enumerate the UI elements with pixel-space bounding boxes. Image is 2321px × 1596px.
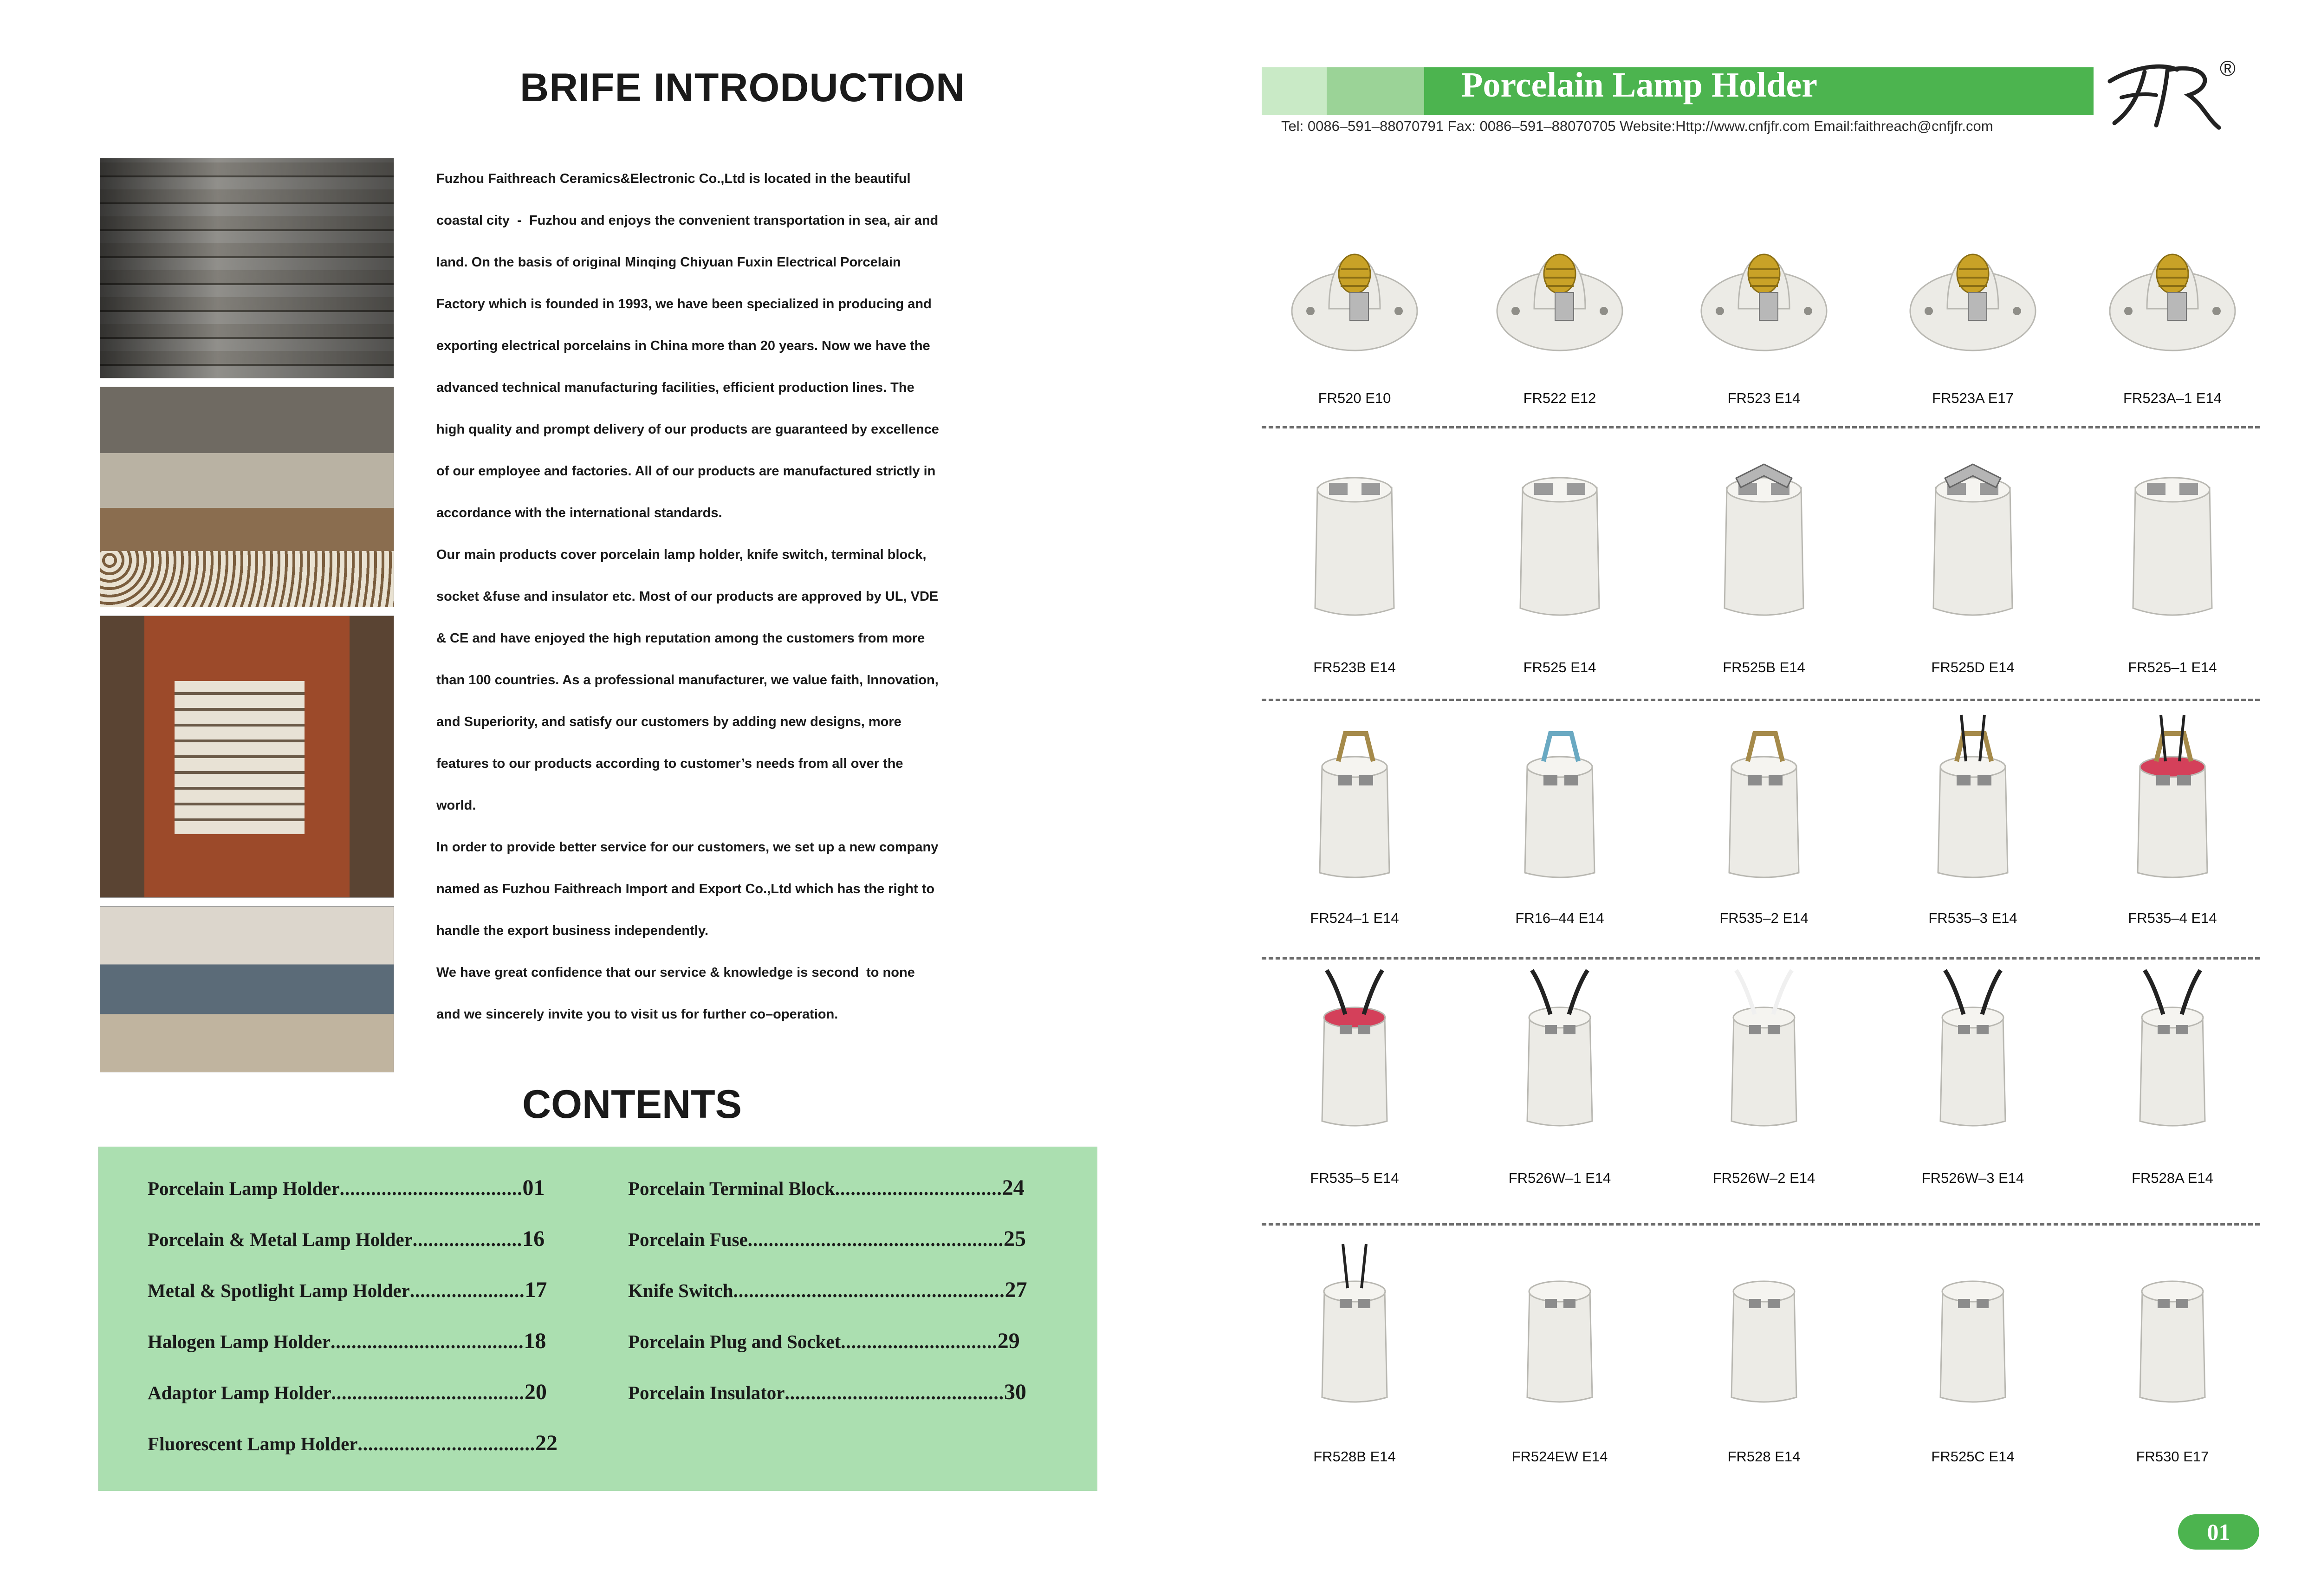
product-model-label: FR535–2 E14 [1719, 910, 1809, 926]
product-item [1467, 469, 1653, 675]
contents-label: Porcelain & Metal Lamp Holder [148, 1229, 413, 1250]
lamp-holder-icon [1694, 469, 1834, 622]
product-item [2080, 970, 2265, 1186]
product-model-label: FR522 E12 [1523, 390, 1596, 406]
contents-leader: .................................. [357, 1433, 535, 1454]
contents-label: Porcelain Plug and Socket [628, 1331, 841, 1352]
kiln-photo [100, 616, 394, 898]
lamp-holder-icon [1903, 724, 2042, 877]
intro-line: features to our products according to customer’s needs from all over the [436, 756, 903, 771]
intro-line: In order to provide better service for our customers, we set up a new company [436, 840, 939, 855]
product-item [1880, 724, 2066, 926]
product-model-label: FR528A E14 [2132, 1170, 2213, 1186]
contents-leader: ................................... [339, 1178, 523, 1199]
lamp-holder-icon [1490, 469, 1629, 622]
product-item [1671, 469, 1857, 675]
intro-title: BRIFE INTRODUCTION [520, 65, 966, 110]
lamp-holder-icon [1903, 469, 2042, 622]
header-accent-light [1262, 67, 1327, 115]
contents-label: Porcelain Insulator [628, 1382, 785, 1403]
intro-text [436, 158, 1040, 1035]
product-item [1671, 724, 1857, 926]
product-item [1467, 1249, 1653, 1465]
product-item [1671, 223, 1857, 418]
product-item [2080, 223, 2265, 418]
product-model-label: FR535–5 E14 [1310, 1170, 1399, 1186]
product-model-label: FR523 E14 [1727, 390, 1801, 406]
product-item [1262, 724, 1447, 926]
lamp-holder-icon [1694, 1249, 1834, 1402]
production-line-photo [100, 387, 394, 607]
contents-page-number: 16 [522, 1226, 545, 1251]
product-model-label: FR525B E14 [1723, 659, 1805, 675]
intro-line: exporting electrical porcelains in China more than 20 years. Now we have the [436, 338, 930, 353]
contents-page-number: 17 [525, 1278, 547, 1302]
row-divider [1262, 699, 2260, 701]
contents-leader: .......................................... [784, 1382, 1004, 1403]
contents-label: Fluorescent Lamp Holder [148, 1433, 358, 1454]
contents-entry[interactable] [628, 1328, 1020, 1354]
contents-leader: .............................. [841, 1331, 998, 1352]
intro-line: world. [436, 798, 476, 813]
product-item [1880, 1249, 2066, 1465]
product-model-label: FR526W–1 E14 [1508, 1170, 1611, 1186]
contents-page-number: 30 [1004, 1380, 1026, 1404]
product-item [1262, 970, 1447, 1186]
row-divider [1262, 1223, 2260, 1226]
lamp-holder-icon [2103, 469, 2242, 622]
contents-entry[interactable] [148, 1277, 547, 1303]
intro-line: coastal city - Fuzhou and enjoys the convenient transportation in sea, air and [436, 213, 939, 228]
lamp-holder-icon [1285, 724, 1424, 877]
product-model-label: FR16–44 E14 [1515, 910, 1604, 926]
contact-line: Tel: 0086–591–88070791 Fax: 0086–591–88070705 Website:Http://www.cnfjfr.com Email:faithreach@cnfjfr.com [1281, 118, 1993, 134]
lamp-holder-icon [1490, 724, 1629, 877]
lamp-holder-icon [1694, 970, 1834, 1123]
intro-line: advanced technical manufacturing facilities, efficient production lines. The [436, 380, 914, 395]
intro-line: handle the export business independently. [436, 923, 709, 938]
contents-box [98, 1147, 1097, 1491]
lamp-holder-icon [1490, 1249, 1629, 1402]
product-model-label: FR528B E14 [1313, 1448, 1396, 1465]
product-item [1262, 223, 1447, 418]
contents-leader: ..................................... [331, 1382, 525, 1403]
contents-entry[interactable] [628, 1175, 1024, 1200]
section-title: Porcelain Lamp Holder [1461, 65, 1817, 104]
contents-page-number: 18 [524, 1329, 546, 1353]
product-model-label: FR520 E10 [1318, 390, 1391, 406]
product-item [1467, 223, 1653, 418]
lamp-holder-icon [1285, 1249, 1424, 1402]
contents-leader: ...................... [409, 1280, 525, 1301]
intro-line: Our main products cover porcelain lamp holder, knife switch, terminal block, [436, 547, 927, 562]
contents-label: Porcelain Terminal Block [628, 1178, 835, 1199]
product-item [2080, 1249, 2265, 1465]
contents-page-number: 24 [1002, 1175, 1024, 1200]
intro-line: Factory which is founded in 1993, we have been specialized in producing and [436, 297, 932, 311]
intro-line: & CE and have enjoyed the high reputation among the customers from more [436, 631, 925, 646]
contents-entry[interactable] [148, 1430, 558, 1456]
lamp-holder-icon [2103, 223, 2242, 376]
intro-line: than 100 countries. As a professional manufacturer, we value faith, Innovation, [436, 673, 939, 688]
contents-page-number: 01 [522, 1175, 545, 1200]
product-model-label: FR525D E14 [1931, 659, 2015, 675]
intro-line: and Superiority, and satisfy our customers by adding new designs, more [436, 714, 901, 729]
contents-label: Porcelain Fuse [628, 1229, 748, 1250]
lamp-holder-icon [2103, 724, 2242, 877]
contents-entry[interactable] [148, 1226, 545, 1252]
intro-line: and we sincerely invite you to visit us for further co–operation. [436, 1007, 838, 1022]
lamp-holder-icon [1903, 1249, 2042, 1402]
product-model-label: FR526W–2 E14 [1712, 1170, 1815, 1186]
product-item [1262, 469, 1447, 675]
contents-page-number: 27 [1005, 1278, 1027, 1302]
product-item [2080, 724, 2265, 926]
product-model-label: FR523A E17 [1932, 390, 2014, 406]
lamp-holder-icon [2103, 970, 2242, 1123]
contents-page-number: 25 [1003, 1226, 1026, 1251]
lamp-holder-icon [2103, 1249, 2242, 1402]
product-model-label: FR525C E14 [1931, 1448, 2015, 1465]
lamp-holder-icon [1490, 970, 1629, 1123]
product-item [1467, 970, 1653, 1186]
fr-logo-icon [2101, 53, 2226, 132]
registered-mark: ® [2220, 56, 2236, 80]
intro-line: named as Fuzhou Faithreach Import and Export Co.,Ltd which has the right to [436, 882, 935, 896]
product-model-label: FR528 E14 [1727, 1448, 1801, 1465]
product-model-label: FR525 E14 [1523, 659, 1596, 675]
product-model-label: FR526W–3 E14 [1921, 1170, 2024, 1186]
header-accent-mid [1327, 67, 1424, 115]
contents-leader: ..................... [412, 1229, 523, 1250]
contents-leader: ................................ [835, 1178, 1002, 1199]
lamp-holder-icon [1285, 223, 1424, 376]
product-item [2080, 469, 2265, 675]
product-item [1262, 1249, 1447, 1465]
row-divider [1262, 426, 2260, 428]
contents-label: Knife Switch [628, 1280, 733, 1301]
product-model-label: FR524EW E14 [1511, 1448, 1608, 1465]
lamp-holder-icon [1285, 469, 1424, 622]
product-model-label: FR524–1 E14 [1310, 910, 1399, 926]
contents-entry[interactable] [628, 1226, 1026, 1252]
contents-label: Porcelain Lamp Holder [148, 1178, 340, 1199]
contents-page-number: 22 [535, 1431, 558, 1455]
product-item [1467, 724, 1653, 926]
intro-line: accordance with the international standards. [436, 506, 722, 520]
product-item [1671, 970, 1857, 1186]
product-item [1880, 223, 2066, 418]
product-model-label: FR523B E14 [1313, 659, 1396, 675]
product-item [1671, 1249, 1857, 1465]
intro-line: land. On the basis of original Minqing Chiyuan Fuxin Electrical Porcelain [436, 255, 901, 270]
contents-leader: ................................................. [747, 1229, 1004, 1250]
warehouse-photo [100, 158, 394, 378]
product-model-label: FR535–3 E14 [1928, 910, 2017, 926]
contents-leader: .................................................... [733, 1280, 1005, 1301]
intro-line: Fuzhou Faithreach Ceramics&Electronic Co.,Ltd is located in the beautiful [436, 171, 911, 186]
product-model-label: FR535–4 E14 [2128, 910, 2217, 926]
contents-entry[interactable] [628, 1379, 1026, 1405]
intro-line: high quality and prompt delivery of our products are guaranteed by excellence [436, 422, 939, 437]
product-item [1880, 970, 2066, 1186]
contents-page-number: 29 [997, 1329, 1020, 1353]
contents-entry[interactable] [628, 1277, 1027, 1303]
row-divider [1262, 957, 2260, 960]
lamp-holder-icon [1694, 724, 1834, 877]
lamp-holder-icon [1903, 223, 2042, 376]
contents-entry[interactable] [148, 1328, 546, 1354]
contents-entry[interactable] [148, 1379, 547, 1405]
contents-entry[interactable] [148, 1175, 545, 1200]
workshop-photo [100, 906, 394, 1072]
contents-page-number: 20 [524, 1380, 547, 1404]
contents-label: Halogen Lamp Holder [148, 1331, 331, 1352]
contents-label: Metal & Spotlight Lamp Holder [148, 1280, 410, 1301]
lamp-holder-icon [1490, 223, 1629, 376]
page-number: 01 [2178, 1514, 2259, 1550]
intro-line: socket &fuse and insulator etc. Most of our products are approved by UL, VDE [436, 589, 939, 604]
contents-title: CONTENTS [522, 1082, 742, 1127]
product-model-label: FR525–1 E14 [2128, 659, 2217, 675]
product-model-label: FR523A–1 E14 [2123, 390, 2222, 406]
lamp-holder-icon [1903, 970, 2042, 1123]
contents-label: Adaptor Lamp Holder [148, 1382, 331, 1403]
contents-leader: ..................................... [331, 1331, 524, 1352]
product-item [1880, 469, 2066, 675]
product-model-label: FR530 E17 [2136, 1448, 2209, 1465]
intro-line: We have great confidence that our service & knowledge is second to none [436, 965, 915, 980]
lamp-holder-icon [1285, 970, 1424, 1123]
lamp-holder-icon [1694, 223, 1834, 376]
intro-line: of our employee and factories. All of our products are manufactured strictly in [436, 464, 936, 479]
